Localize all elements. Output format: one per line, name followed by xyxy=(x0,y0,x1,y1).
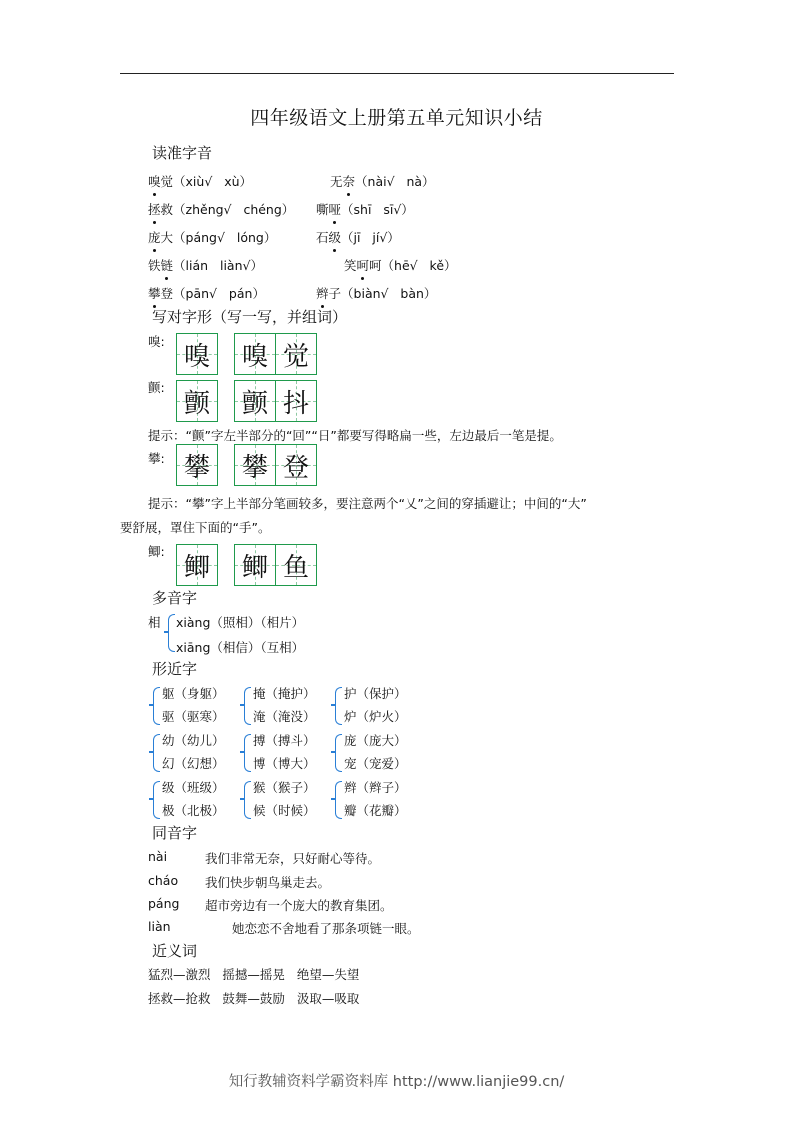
pron-item: 辫 子（biàn√ bàn） xyxy=(316,284,436,302)
tianzige-word: 颤 抖 xyxy=(234,380,317,422)
pron-item: 攀 登（pān√ pán） xyxy=(148,284,265,302)
pron-item: 石级 （jī jí√） xyxy=(316,228,400,246)
homophone-pinyin: liàn xyxy=(148,919,171,934)
header-rule xyxy=(120,73,674,74)
hint-pan-line2: 要舒展，罩住下面的“手”。 xyxy=(120,520,271,535)
similar-char: 极（北极） xyxy=(162,803,225,818)
marked-char: 奈 xyxy=(343,172,356,190)
brace-icon xyxy=(168,614,175,652)
tianzige-word: 鲫 鱼 xyxy=(234,544,317,586)
section-writing-heading: 写对字形（写一写，并组词） xyxy=(152,308,348,326)
pron-item: 庞 大（páng√ lóng） xyxy=(148,228,276,246)
brace-icon xyxy=(244,734,251,772)
pron-item: 嘶哑 （shī sī√） xyxy=(316,200,414,218)
homophone-sentence: 超市旁边有一个庞大的教育集团。 xyxy=(205,898,393,913)
homophone-pinyin: cháo xyxy=(148,873,179,888)
writing-label: 鲫: xyxy=(148,544,165,559)
similar-char: 驱（驱寒） xyxy=(162,709,225,724)
similar-char: 博（博大） xyxy=(253,756,316,771)
brace-icon xyxy=(153,687,160,725)
writing-label: 嗅: xyxy=(148,334,165,349)
pron-item: 嗅 觉（xiù√ xù） xyxy=(148,172,252,190)
similar-char: 庞（庞大） xyxy=(344,733,407,748)
similar-char: 候（时候） xyxy=(253,803,316,818)
brace-icon xyxy=(335,687,342,725)
similar-char: 宠（宠爱） xyxy=(344,756,407,771)
similar-char: 躯（身躯） xyxy=(162,686,225,701)
tianzige-single: 鲫 xyxy=(176,544,218,586)
pron-item: 无奈 （nài√ nà） xyxy=(330,172,435,190)
homophone-sentence: 我们非常无奈，只好耐心等待。 xyxy=(205,851,381,866)
homophone-pinyin: nài xyxy=(148,849,168,864)
similar-char: 猴（猴子） xyxy=(253,780,316,795)
similar-char: 淹（淹没） xyxy=(253,709,316,724)
pron-item: 铁链 （lián liàn√） xyxy=(148,256,263,274)
marked-char: 攀 xyxy=(148,284,161,302)
marked-char: 链 xyxy=(161,256,174,274)
footer-watermark: 知行教辅资料学霸资料库 http://www.lianjie99.cn/ xyxy=(228,1074,565,1090)
similar-char: 炉（炉火） xyxy=(344,709,407,724)
writing-label: 颤: xyxy=(148,380,165,395)
section-polyphone-heading: 多音字 xyxy=(152,589,198,607)
similar-char: 护（保护） xyxy=(344,686,407,701)
tianzige-single: 颤 xyxy=(176,380,218,422)
polyphone-reading: xiāng（相信）（互相） xyxy=(176,640,305,655)
pron-item: 拯 救（zhěng√ chéng） xyxy=(148,200,294,218)
homophone-sentence: 她恋恋不舍地看了那条项链一眼。 xyxy=(232,921,420,936)
pron-item: 笑呵 呵（hē√ kě） xyxy=(344,256,457,274)
brace-icon xyxy=(244,781,251,819)
section-homophone-heading: 同音字 xyxy=(152,824,198,842)
homophone-pinyin: páng xyxy=(148,896,180,911)
marked-char: 呵 xyxy=(357,256,370,274)
synonym-line: 拯救—抢救 鼓舞—鼓励 汲取—吸取 xyxy=(148,991,360,1006)
brace-icon xyxy=(335,734,342,772)
section-reading-heading: 读准字音 xyxy=(152,144,213,162)
similar-char: 辫（辫子） xyxy=(344,780,407,795)
hint-chan: 提示：“颤”字左半部分的“回”“日”都要写得略扁一些，左边最后一笔是提。 xyxy=(148,428,562,443)
similar-char: 幻（幻想） xyxy=(162,756,225,771)
brace-icon xyxy=(153,734,160,772)
brace-icon xyxy=(244,687,251,725)
brace-icon xyxy=(335,781,342,819)
writing-label: 攀: xyxy=(148,451,165,466)
marked-char: 拯 xyxy=(148,200,161,218)
section-similar-heading: 形近字 xyxy=(152,660,198,678)
similar-char: 搏（搏斗） xyxy=(253,733,316,748)
marked-char: 级 xyxy=(329,228,342,246)
tianzige-single: 攀 xyxy=(176,444,218,486)
synonym-line: 猛烈—激烈 摇撼—摇晃 绝望—失望 xyxy=(148,967,360,982)
hint-pan-line1: 提示：“攀”字上半部分笔画较多，要注意两个“乂”之间的穿插避让；中间的“大” xyxy=(148,496,587,511)
marked-char: 哑 xyxy=(329,200,342,218)
similar-char: 幼（幼儿） xyxy=(162,733,225,748)
marked-char: 庞 xyxy=(148,228,161,246)
polyphone-reading: xiàng（照相）（相片） xyxy=(176,615,305,630)
similar-char: 级（班级） xyxy=(162,780,225,795)
marked-char: 嗅 xyxy=(148,172,161,190)
homophone-sentence: 我们快步朝鸟巢走去。 xyxy=(205,875,331,890)
similar-char: 瓣（花瓣） xyxy=(344,803,407,818)
page-title: 四年级语文上册第五单元知识小结 xyxy=(250,107,543,129)
brace-icon xyxy=(153,781,160,819)
tianzige-word: 攀 登 xyxy=(234,444,317,486)
marked-char: 辫 xyxy=(316,284,329,302)
tianzige-single: 嗅 xyxy=(176,333,218,375)
polyphone-char: 相 xyxy=(148,615,161,630)
tianzige-word: 嗅 觉 xyxy=(234,333,317,375)
section-synonym-heading: 近义词 xyxy=(152,942,198,960)
similar-char: 掩（掩护） xyxy=(253,686,316,701)
